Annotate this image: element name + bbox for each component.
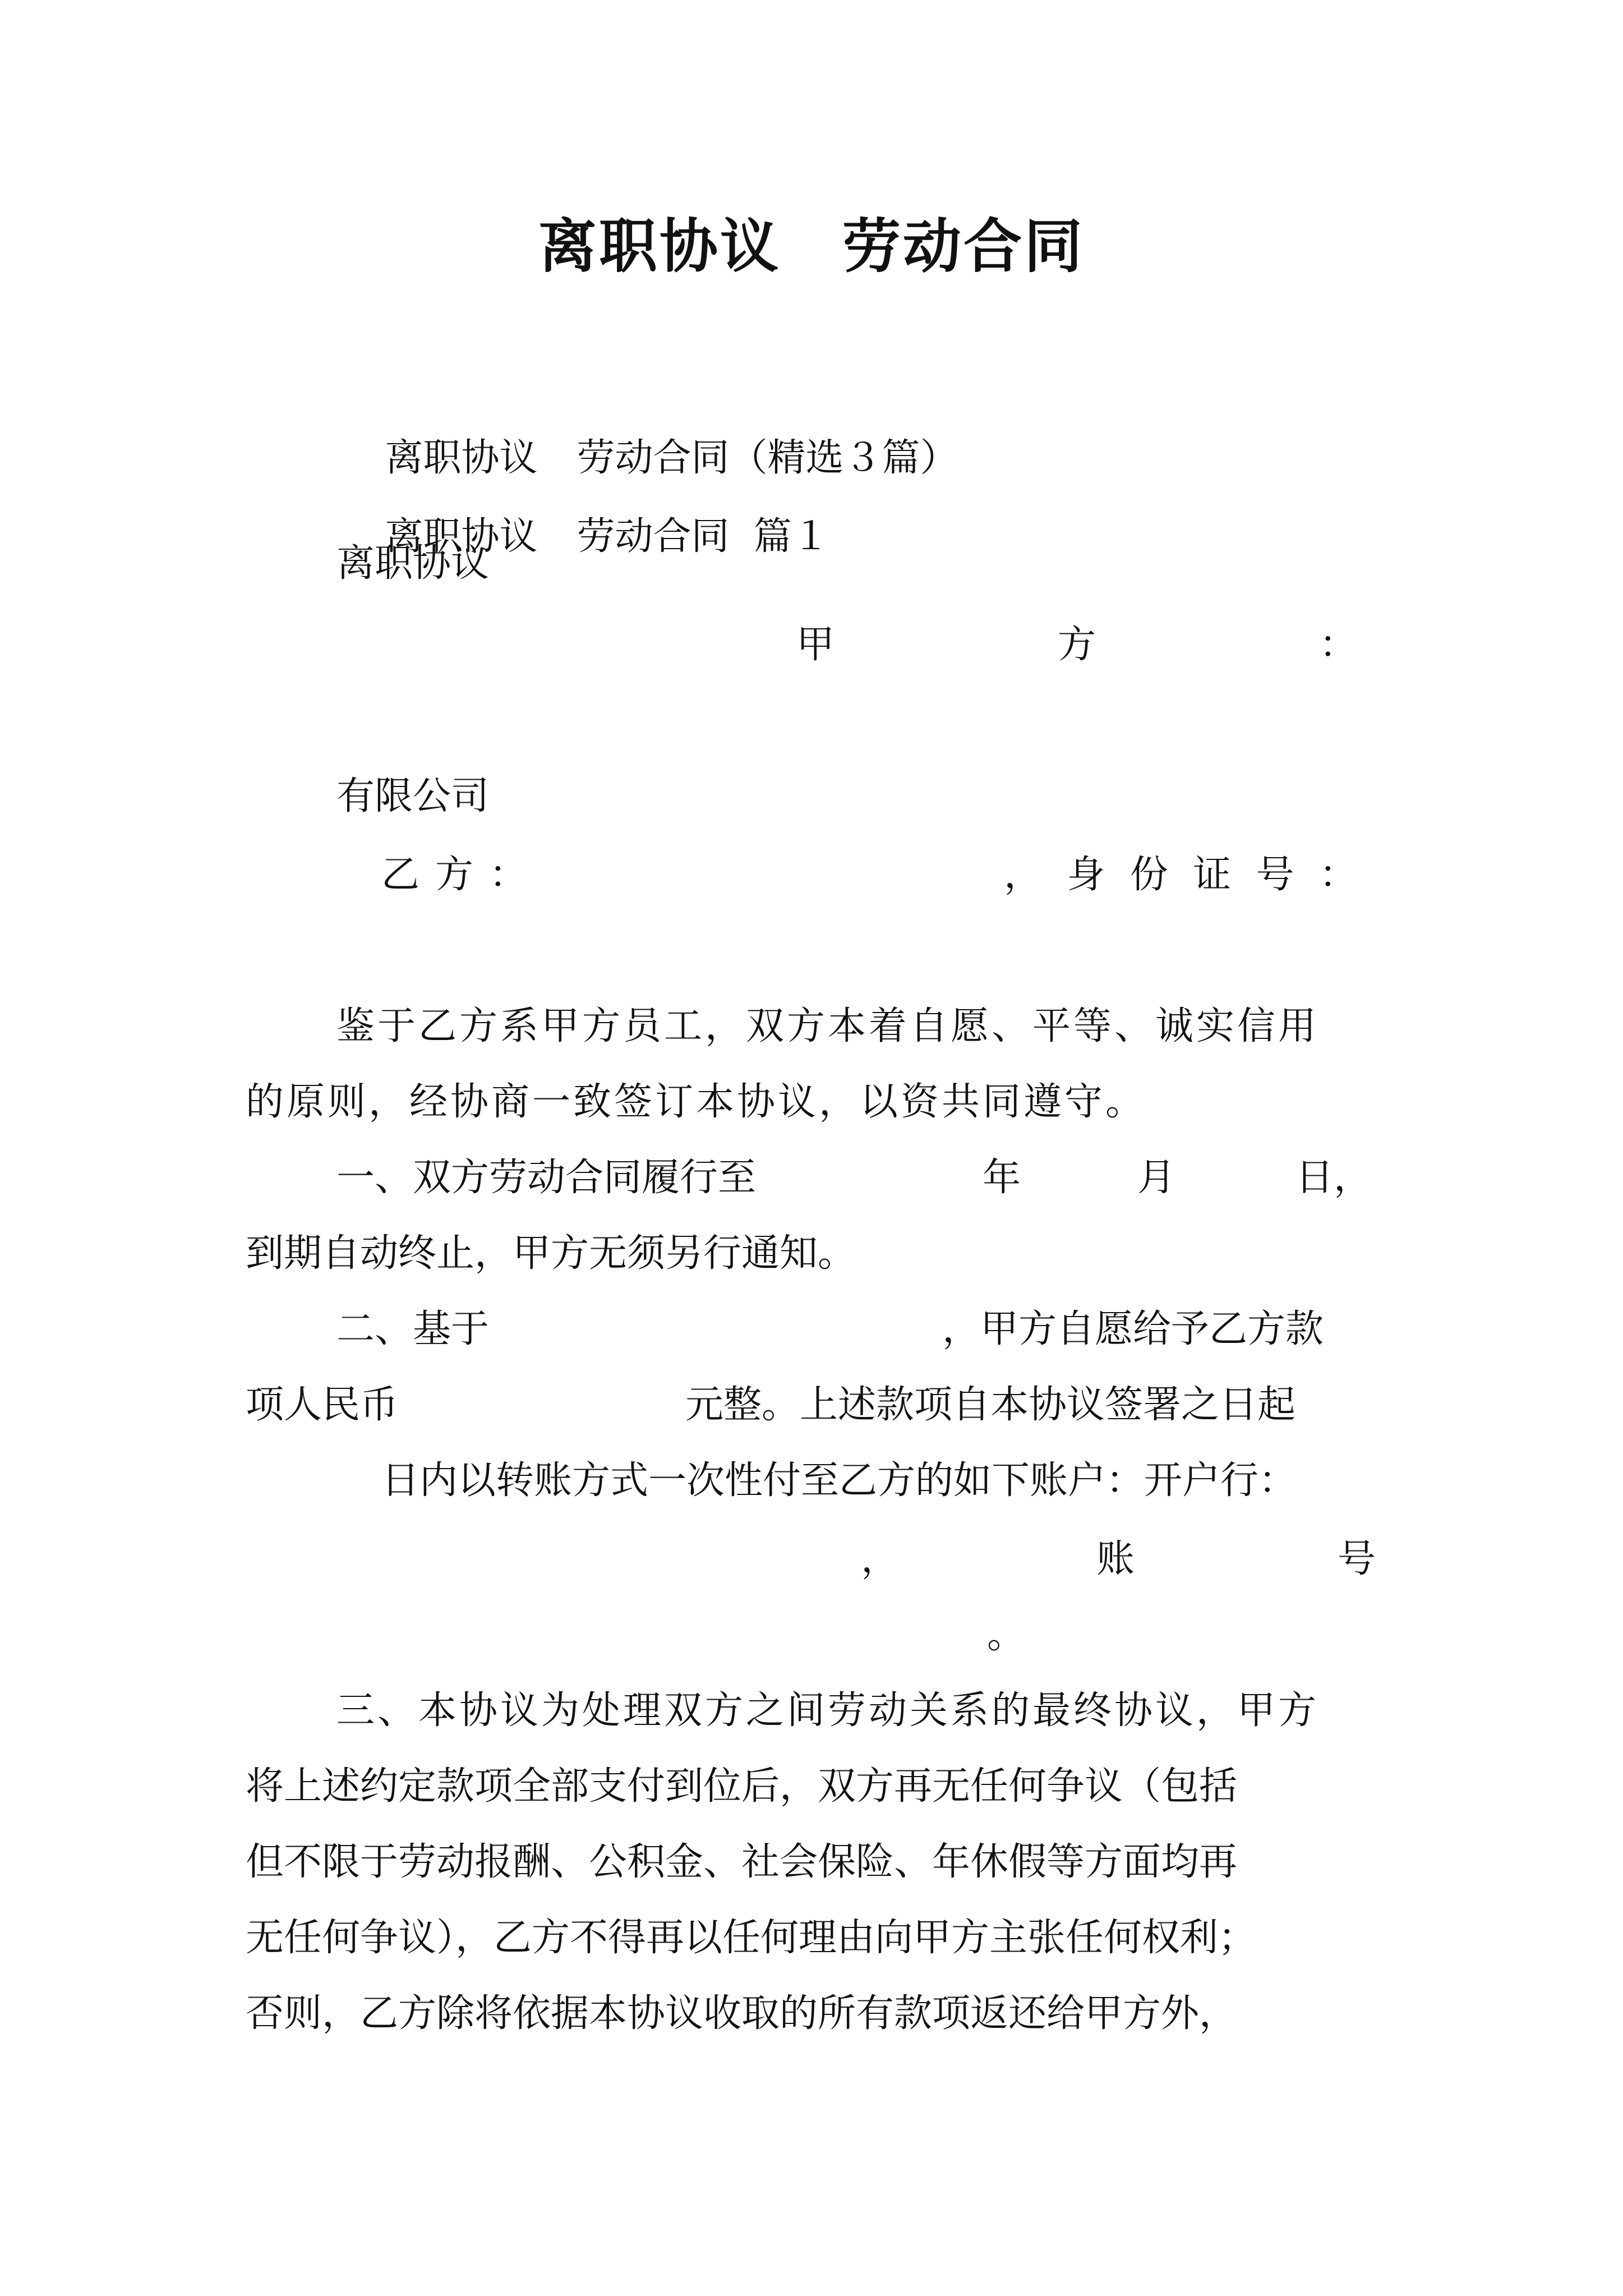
paragraph-2-line-2: 到期自动终止，甲方无须另行通知。 [246, 1231, 856, 1276]
paragraph-2-day: 日， [1295, 1156, 1372, 1200]
paragraph-4-line-2: 将上述约定款项全部支付到位后，双方再无任何争议（包括 [246, 1764, 1238, 1809]
paragraph-3-line-4-account: 账 [1096, 1537, 1135, 1581]
paragraph-3-line-2b: 元整。上述款项自本协议签署之日起 [685, 1383, 1296, 1427]
paragraph-1-line-2: 的原则，经协商一致签订本协议，以资共同遵守。 [246, 1080, 1147, 1124]
paragraph-3-line-4-number: 号 [1338, 1537, 1376, 1581]
title-part1: 离职协议 [538, 212, 781, 280]
paragraph-4-line-5: 否则，乙方除将依据本协议收取的所有款项返还给甲方外， [246, 1991, 1238, 2036]
paragraph-3-line-2a: 项人民币 [246, 1383, 399, 1427]
paragraph-2-year: 年 [983, 1156, 1021, 1200]
id-number-label: ， 身 份 证 号 ： [1004, 853, 1357, 897]
party-b-label: 乙 方 ： [381, 853, 527, 897]
company-line: 有限公司 [336, 774, 490, 818]
paragraph-4-line-1: 三、本协议为处理双方之间劳动关系的最终协议，甲方 [336, 1688, 1320, 1733]
title-part2: 劳动合同 [842, 212, 1085, 280]
subtitle-line-1: 离职协议 劳动合同（精选３篇） [385, 436, 958, 480]
paragraph-2-month: 月 [1137, 1156, 1176, 1200]
paragraph-3-line-4-comma: ， [861, 1537, 900, 1581]
document-title [0, 199, 1623, 283]
paragraph-3-line-3: 日内以转账方式一次性付至乙方的如下账户：开户行： [381, 1458, 1297, 1503]
subtitle-line-3: 离职协议 [336, 541, 490, 586]
paragraph-1-line-1: 鉴于乙方系甲方员工，双方本着自愿、平等、诚实信用 [336, 1004, 1320, 1048]
party-a-line: 甲 方 ： [796, 623, 1357, 667]
paragraph-4-line-3: 但不限于劳动报酬、公积金、社会保险、年休假等方面均再 [246, 1840, 1238, 1884]
subtitle-line-2: 离职协议 劳动合同 篇１ [385, 514, 830, 559]
paragraph-3-line-5: 。 [987, 1613, 1026, 1657]
paragraph-3-line-1a: 二、基于 [336, 1307, 490, 1351]
paragraph-2-line-1a: 一、双方劳动合同履行至 [336, 1156, 757, 1200]
paragraph-3-line-1b: ，甲方自愿给予乙方款 [942, 1307, 1324, 1351]
paragraph-4-line-4: 无任何争议），乙方不得再以任何理由向甲方主张任何权利； [246, 1916, 1257, 1960]
